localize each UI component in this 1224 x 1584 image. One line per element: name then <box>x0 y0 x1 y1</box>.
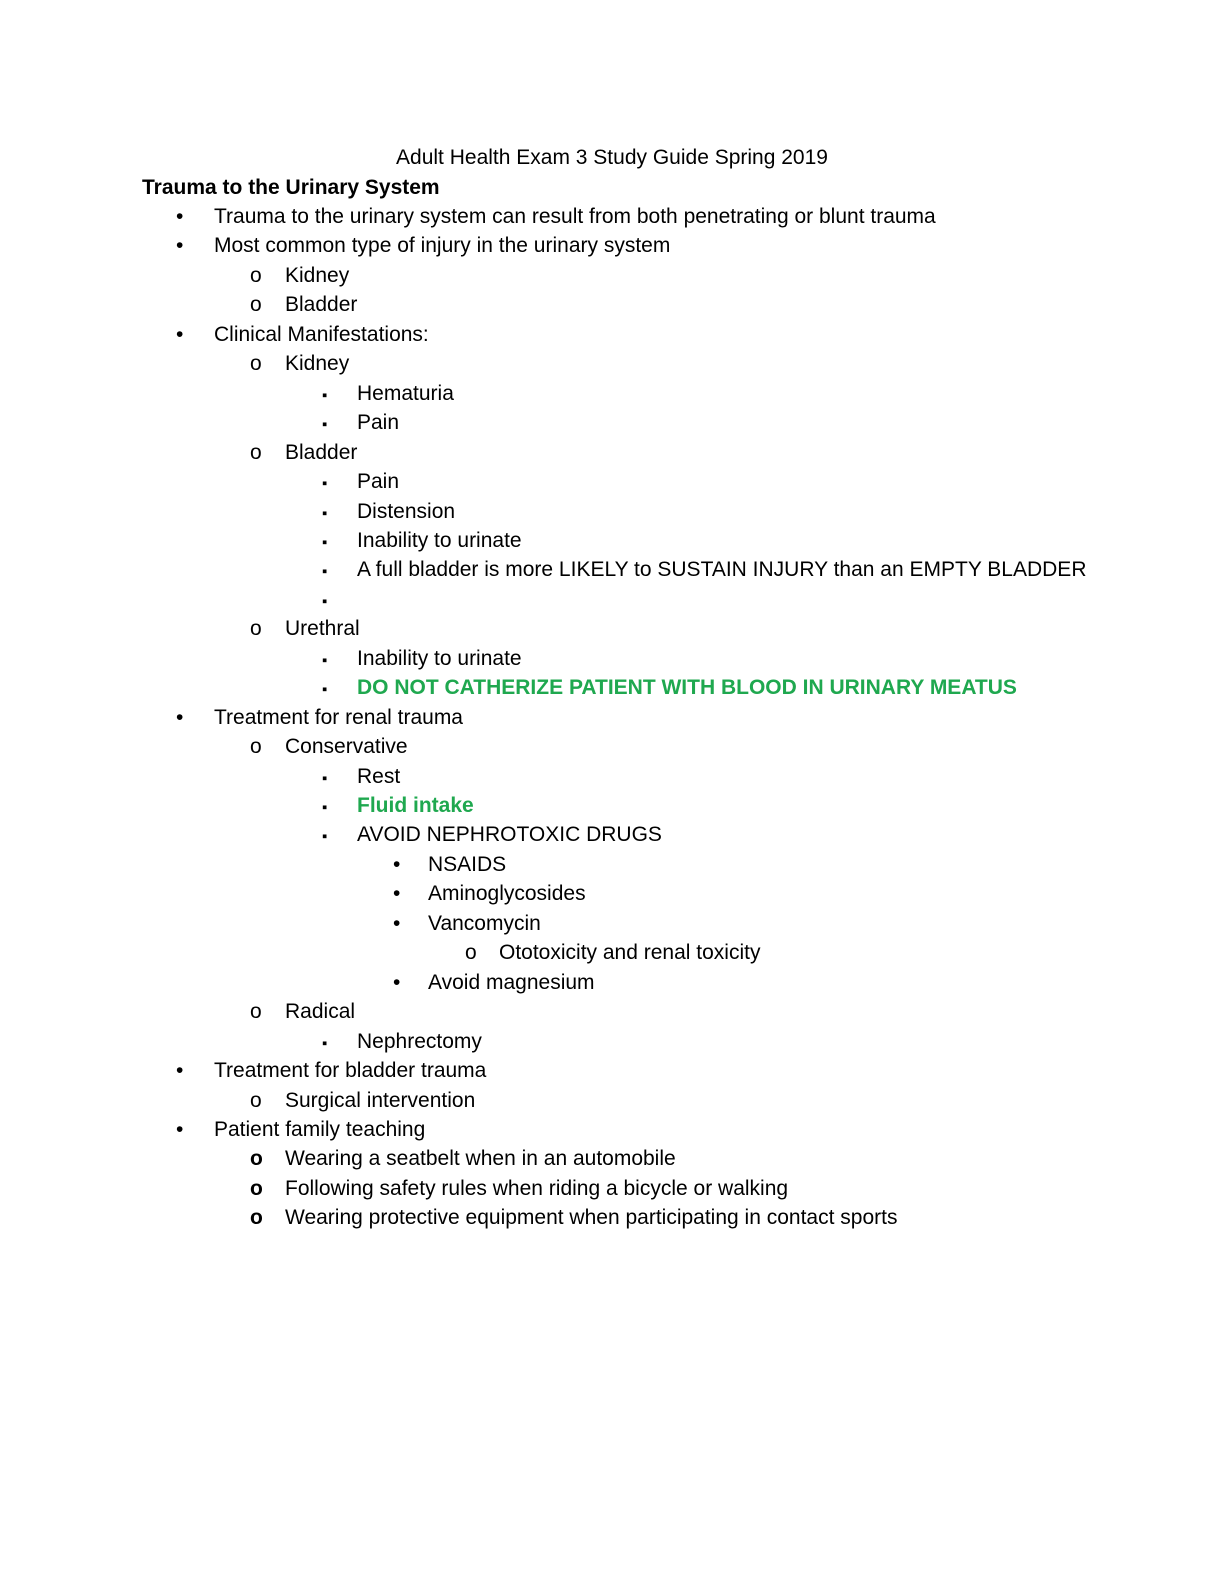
bullet-level-3: ▪ <box>322 475 328 493</box>
outline-item-level-3: Rest <box>357 764 401 788</box>
outline-item-level-3: Hematuria <box>357 381 454 405</box>
outline-item-level-5: Ototoxicity and renal toxicity <box>499 941 761 965</box>
bullet-level-3: ▪ <box>322 828 328 846</box>
bullet-level-4: • <box>393 882 401 906</box>
outline-item-level-2: Urethral <box>285 617 360 641</box>
bullet-level-3: ▪ <box>322 681 328 699</box>
bullet-level-2: o <box>250 293 262 317</box>
bullet-level-1: • <box>176 1059 184 1083</box>
outline-item-level-4: Vancomycin <box>428 911 541 935</box>
outline-item-level-2: Following safety rules when riding a bicycle or walking <box>285 1176 789 1200</box>
bullet-level-2: o <box>250 1206 263 1230</box>
bullet-level-5: o <box>465 941 477 965</box>
outline-item-level-3: Pain <box>357 470 400 494</box>
bullet-level-3: ▪ <box>322 416 328 434</box>
outline-item-level-3: Pain <box>357 411 400 435</box>
bullet-level-3: ▪ <box>322 504 328 522</box>
bullet-level-3: ▪ <box>322 563 328 581</box>
section-heading: Trauma to the Urinary System <box>142 176 440 199</box>
bullet-level-1: • <box>176 205 184 228</box>
bullet-level-3: ▪ <box>322 533 328 551</box>
bullet-level-2: o <box>250 263 262 287</box>
outline-item-level-2: Bladder <box>285 440 358 464</box>
bullet-level-4: • <box>393 911 401 935</box>
outline-item-level-3: Fluid intake <box>357 794 474 817</box>
bullet-level-4: • <box>393 852 401 876</box>
outline-item-level-3: DO NOT CATHERIZE PATIENT WITH BLOOD IN URINARY MEATUS <box>357 676 1017 700</box>
outline-item-level-3: Inability to urinate <box>357 646 522 670</box>
outline-item-level-3: A full bladder is more LIKELY to SUSTAIN INJURY than an EMPTY BLADDER <box>357 558 1087 582</box>
outline-item-level-1: Clinical Manifestations: <box>214 322 429 346</box>
bullet-level-2: o <box>250 352 262 376</box>
bullet-level-3: ▪ <box>322 769 328 787</box>
bullet-level-2: o <box>250 1147 263 1171</box>
document-title: Adult Health Exam 3 Study Guide Spring 2019 <box>396 146 828 169</box>
bullet-level-2: o <box>250 735 262 759</box>
outline-item-level-2: Bladder <box>285 293 358 317</box>
outline-item-level-2: Wearing protective equipment when participating in contact sports <box>285 1206 898 1230</box>
outline-item-level-3: Inability to urinate <box>357 528 522 552</box>
outline-item-level-1: Most common type of injury in the urinary system <box>214 234 671 258</box>
bullet-level-3: ▪ <box>322 799 328 816</box>
bullet-level-2: o <box>250 1000 262 1024</box>
bullet-level-4: • <box>393 970 401 994</box>
outline-item-level-3: Distension <box>357 499 456 523</box>
outline-item-level-2: Kidney <box>285 263 350 287</box>
bullet-level-3: ▪ <box>322 651 328 669</box>
outline-item-level-2: Radical <box>285 1000 356 1024</box>
outline-item-level-4: NSAIDS <box>428 852 507 876</box>
outline-item-level-1: Treatment for bladder trauma <box>214 1059 487 1083</box>
bullet-level-2: o <box>250 440 262 464</box>
bullet-level-3: ▪ <box>322 386 328 404</box>
outline-item-level-1: Treatment for renal trauma <box>214 705 463 729</box>
bullet-level-2: o <box>250 1088 262 1112</box>
bullet-level-1: • <box>176 234 184 258</box>
outline-item-level-2: Surgical intervention <box>285 1088 476 1112</box>
outline-item-level-4: Avoid magnesium <box>428 970 595 994</box>
outline-item-level-4: Aminoglycosides <box>428 882 586 906</box>
bullet-level-2: o <box>250 1176 263 1200</box>
bullet-level-2: o <box>250 617 262 641</box>
bullet-level-3: ▪ <box>322 1034 328 1052</box>
outline-item-level-3: AVOID NEPHROTOXIC DRUGS <box>357 823 662 847</box>
bullet-level-1: • <box>176 705 184 729</box>
bullet-level-3: ▪ <box>322 592 328 610</box>
outline-item-level-2: Wearing a seatbelt when in an automobile <box>285 1147 676 1171</box>
outline-item-level-2: Conservative <box>285 735 408 759</box>
outline-item-level-1: Patient family teaching <box>214 1117 426 1141</box>
bullet-level-1: • <box>176 1117 184 1141</box>
bullet-level-1: • <box>176 322 184 346</box>
outline-item-level-1: Trauma to the urinary system can result from both penetrating or blunt trauma <box>214 205 936 228</box>
outline-item-level-2: Kidney <box>285 352 350 376</box>
outline-item-level-3: Nephrectomy <box>357 1029 482 1053</box>
